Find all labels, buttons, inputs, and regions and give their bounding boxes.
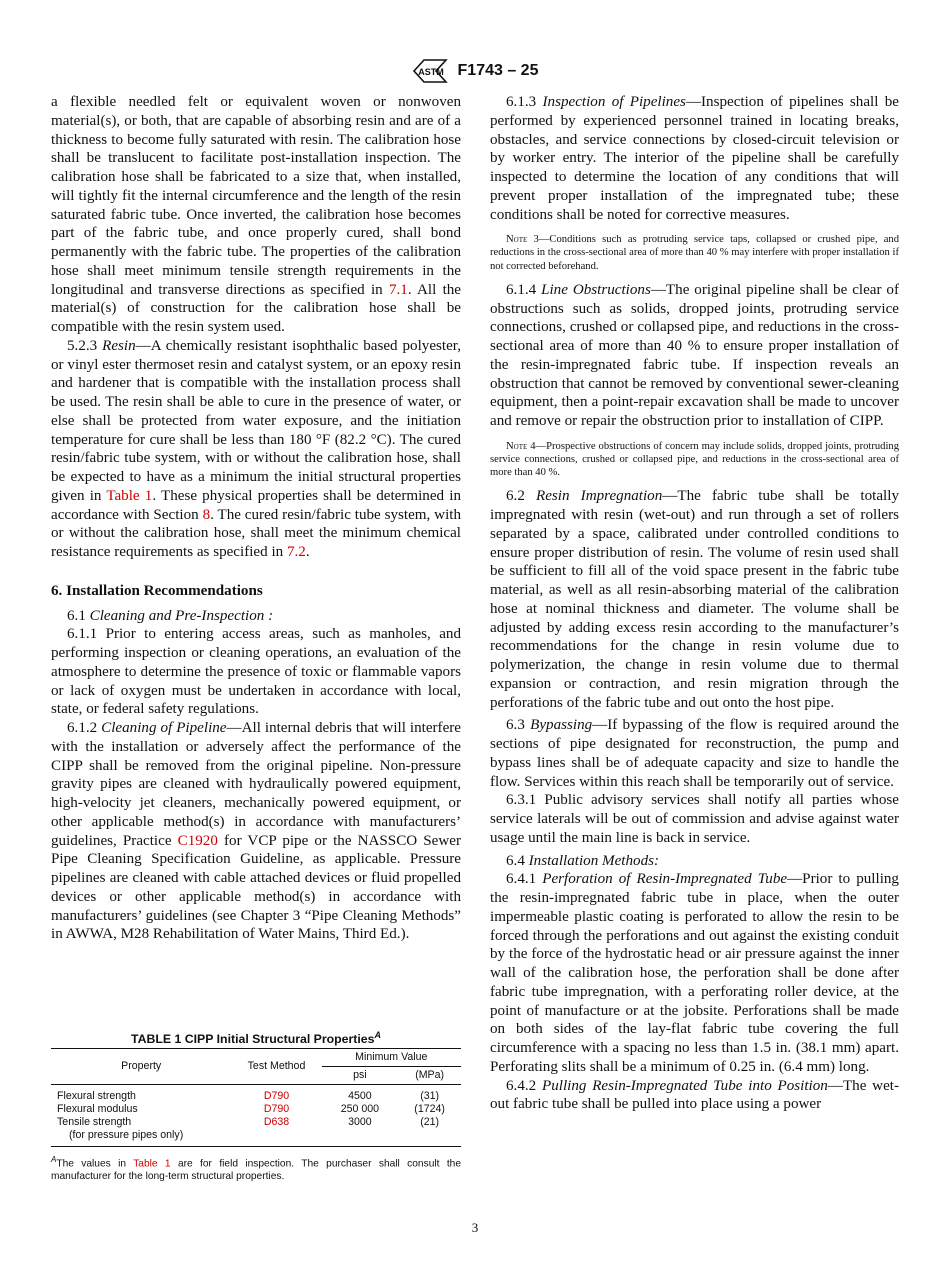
table-1-footnote: $^A$The values in Table 1 are for field inspection. The purchaser shall consult the manufacturer for the long-term structural properties. (51, 1155, 461, 1183)
section-6-1: 6.1 Cleaning and Pre-Inspection : (67, 607, 274, 624)
ref-7-2-link[interactable]: 7.2 (286, 544, 306, 560)
page-header (0, 58, 950, 84)
col-mpa: (MPa) (415, 1069, 445, 1081)
section-6-heading: 6. Installation Recommendations (51, 582, 263, 599)
ref-7-1-link[interactable]: 7.1 (388, 281, 408, 298)
section-6-3: 6.3 Bypassing—If bypassing of the flow is required around the sections of pipe designated for reconstruction, the pump and bypass lines shall be of adequate capacity and size to handle the flow. Services within this reach shall be temporarily out of service. (490, 717, 899, 790)
page-number: 3 (471, 1220, 479, 1235)
svg-text:ASTM: ASTM (417, 67, 444, 77)
table-row: Flexural modulus D790 250 000 (1724) (57, 1103, 445, 1115)
table-row: (for pressure pipes only) (51, 1129, 461, 1147)
ref-d790-link[interactable]: D790 (263, 1090, 290, 1102)
left-column (51, 93, 461, 944)
col-property: Property (121, 1060, 162, 1072)
ref-table-1-link[interactable]: Table 1 (133, 1158, 171, 1170)
col-minimum-value: Minimum Value (322, 1049, 461, 1067)
ref-c1920-link[interactable]: C1920 (177, 832, 218, 849)
col-test-method: Test Method (247, 1060, 306, 1072)
table-1-title: TABLE 1 CIPP Initial Structural Properties$^A$ (131, 1030, 381, 1047)
ref-d638-link[interactable]: D638 (263, 1116, 290, 1128)
document-designation: F1743 – 25 (457, 62, 539, 79)
section-6-4: 6.4 Installation Methods: (506, 852, 660, 869)
ref-section-8-link[interactable]: 8 (202, 506, 211, 523)
section-6-1-4: 6.1.4 Line Obstructions—The original pipeline shall be clear of obstructions such as solids, dropped joints, protruding service connections, crushed or collapsed pipe, and reductions in the cross-sectional area of more than 40 % to ensure proper installation of the resin-impregnated fabric tube. If inspection reveals an obstruction that cannot be removed by conventional sewer-cleaning equipment, then a point-repair excavation shall be made to uncover and remove or repair the obstruction prior to installation of CIPP. (490, 281, 899, 430)
paragraph-calibration-hose: a flexible needled felt or equivalent woven or nonwoven material(s), or both, that are capable of absorbing resin and are of a thickness to become fully saturated with resin. The calibration hose shall be translucent to facilitate post-installation inspection. The calibration hose shall be fabricated to a size that, when installed, will tightly fit the internal circumference and the length of the resin saturated fabric tube. Once inverted, the calibration hose becomes part of the fabric tube, and once properly cured, shall bond permanently with the fabric tube. The properties of the calibration hose shall meet minimum tensile strength requirements in the longitudinal and transverse directions as specified in 7.1. All the material(s) of construction for the calibration hose shall be compatible with the resin system used. (51, 94, 462, 335)
table-row: Flexural strength D790 4500 (31) (57, 1090, 440, 1102)
section-6-3-1: 6.3.1 Public advisory services shall notify all parties whose service laterals will be out of commission and advise against water usage until the main line is back in service. (490, 792, 899, 846)
table-row: Tensile strength D638 3000 (21) (57, 1116, 440, 1128)
section-6-1-1: 6.1.1 Prior to entering access areas, such as manholes, and performing inspection or cleaning operations, an evaluation of the atmosphere to determine the presence of toxic or flammable vapors or lack of oxygen must be undertaken in accordance with local, state, or federal safety regulations. (51, 626, 461, 718)
section-6-1-2: 6.1.2 Cleaning of Pipeline—All internal debris that will interfere with the installation or adversely affect the performance of the CIPP shall be removed from the original pipeline. Non-pressure gravity pipes are cleaned with hydraulically powered equipment, high-velocity jet cleaners, mechanically powered equipment, or other applicable method(s) in accordance with manufacturers’ guidelines, Practice C1920 for VCP pipe or the NASSCO Sewer Pipe Cleaning Specification Guideline, as applicable. Pressure pipelines are cleaned with cable attached devices or fluid propelled devices or other applicable method(s) in accordance with manufacturers’ guidelines (see Chapter 3 “Pipe Cleaning Methods” in AWWA, M28 Rehabilitation of Water Mains, Third Ed.). (51, 720, 462, 943)
section-6-1-3: 6.1.3 Inspection of Pipelines—Inspection of pipelines shall be performed by experienced personnel trained in locating breaks, obstacles, and service connections by closed-circuit television or by worker entry. The interior of the pipeline shall be carefully inspected to determine the location of any conditions that will prevent proper installation of the impregnated tube; these conditions shall be noted for corrective measures. (490, 94, 899, 223)
ref-table-1-link[interactable]: Table 1 (106, 487, 153, 504)
ref-d790-link[interactable]: D790 (263, 1103, 290, 1115)
note-3: Note 3—Conditions such as protruding service taps, collapsed or crushed pipe, and reductions in the cross-sectional area of more than 40 % may interfere with proper installation if not corrected beforehand. (490, 234, 900, 272)
section-5-2-3: 5.2.3 Resin—A chemically resistant isophthalic based polyester, or vinyl ester thermoset resin and catalyst system, or an epoxy resin and hardener that is compatible with the installation process shall be used. The resin shall be able to cure in the presence of water, or else shall be protected from water exposure, and the initiation temperature for cure shall be less than 180 °F (82.2 °C). The cured resin/fabric tube system, with or without the calibration hose, shall be expected to have as a minimum the initial structural properties given in Table 1. These physical properties shall be determined in accordance with Section 8. The cured resin/fabric tube system, with or without the calibration hose, shall meet the minimum chemical resistance requirements as specified in 7.2. (51, 337, 462, 560)
col-psi: psi (353, 1069, 367, 1081)
section-6-4-2: 6.4.2 Pulling Resin-Impregnated Tube into Position—The wet-out fabric tube shall be pulled into place using a power (490, 1077, 900, 1113)
table-1 (51, 1048, 461, 1147)
note-4: Note 4—Prospective obstructions of concern may include solids, dropped joints, protruding service connections, crushed or collapsed pipe, and reductions in the cross-sectional area of more than 40 %. (490, 440, 900, 479)
astm-logo-icon (412, 58, 448, 84)
right-column (490, 93, 899, 1114)
section-6-4-1: 6.4.1 Perforation of Resin-Impregnated Tube—Prior to pulling the resin-impregnated fabric tube in place, when the outer impermeable plastic coating is perforated to allow the resin to be forced through the perforations and out against the existing conduit by the force of the hydrostatic head or air pressure against the inner wall of the calibration hose, the perforation shall be done after fabric tube impregnation, with a perforating roller device, at the point of manufacture or at the jobsite. Perforations shall be made on both sides of the lay-flat fabric tube covering the full circumference with a spacing no less than 1.5 in. (38.1 mm) apart. Perforating slits shall be a minimum of 0.25 in. (6.4 mm) long. (490, 871, 899, 1075)
section-6-2: 6.2 Resin Impregnation—The fabric tube shall be totally impregnated with resin (wet-out) and run through a set of rollers separated by a space, calibrated under controlled conditions to ensure proper distribution of resin. The volume of resin used shall be sufficient to fill all of the void space present in the fabric tube material, as well as all resin-absorbing material of the calibration hose at nominal thickness and diameter. The volume shall be adjusted by adding excess resin according to the manufacturer’s recommendations for the change in resin volume due to polymerization, the change in resin volume due to thermal expansion or contraction, and resin migration through the perforations of the fabric tube and out onto the host pipe. (490, 488, 899, 711)
